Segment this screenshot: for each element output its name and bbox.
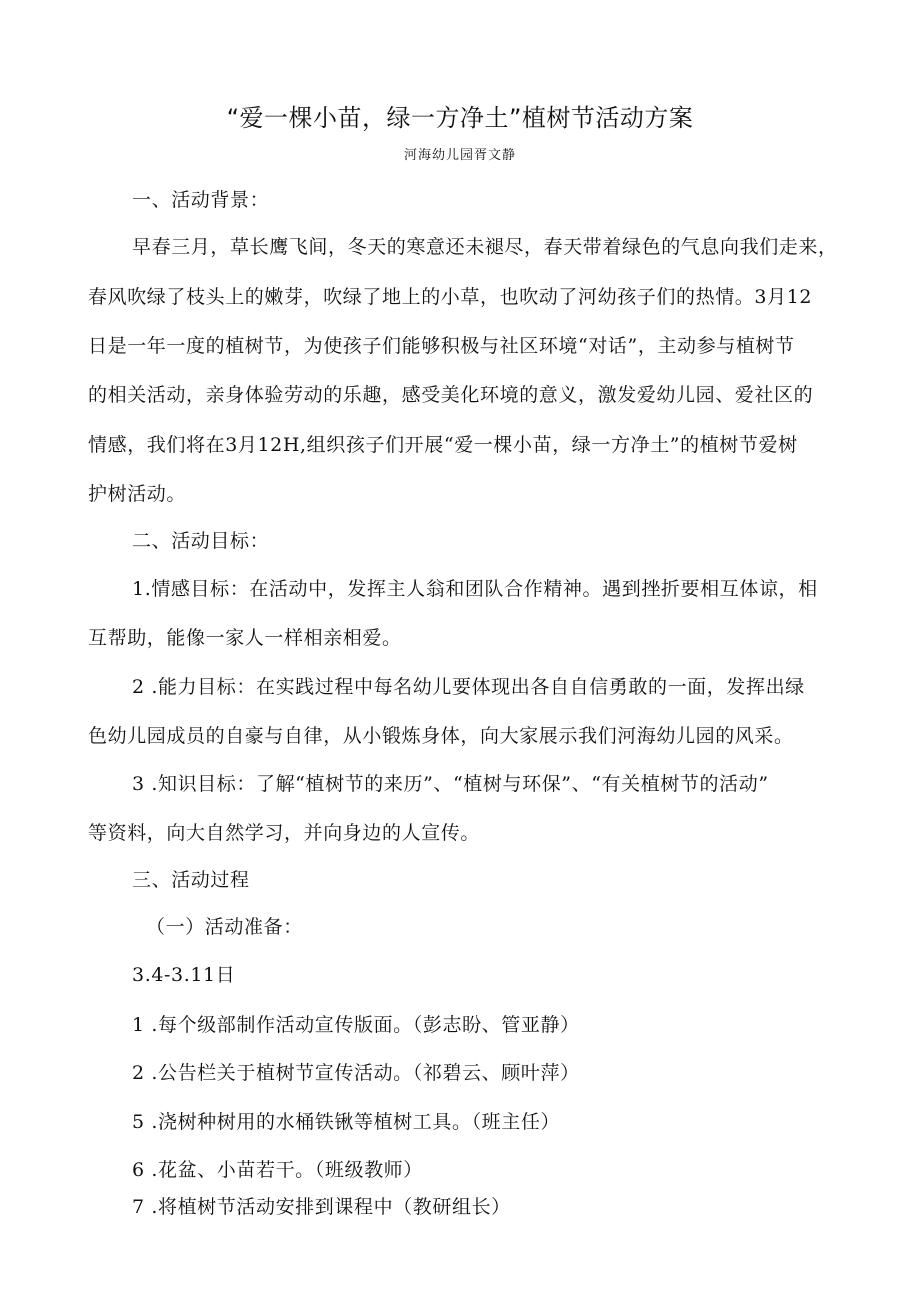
goal-emotion-line: 1.情感目标：在活动中，发挥主人翁和团队合作精神。遇到挫折要相互体谅，相 — [132, 578, 818, 600]
document-author: 河海幼儿园胥文静 — [403, 148, 516, 163]
list-item: 1 .每个级部制作活动宣传版面。（彭志盼、管亚静） — [132, 1014, 580, 1036]
preparation-date: 3.4-3.11日 — [132, 964, 236, 986]
section-heading-process: 三、活动过程 — [132, 869, 250, 891]
section-heading-background: 一、活动背景： — [132, 189, 270, 211]
list-item: 6 .花盆、小苗若干。（班级教师） — [132, 1159, 423, 1181]
paragraph-line: 早春三月，草长鹰飞间，冬天的寒意还未褪尽，春天带着绿色的气息向我们走来， — [132, 236, 838, 258]
paragraph-line: 的相关活动，亲身体验劳动的乐趣，感受美化环境的意义，激发爱幼儿园、爱社区的 — [88, 384, 814, 406]
goal-ability-line: 2 .能力目标：在实践过程中每名幼儿要体现出各自自信勇敢的一面，发挥出绿 — [132, 676, 805, 698]
goal-emotion-line: 互帮助，能像一家人一样相亲相爱。 — [88, 627, 402, 649]
paragraph-line: 情感，我们将在3月12H,组织孩子们开展“爱一棵小苗，绿一方净土”的植树节爱树 — [88, 434, 798, 456]
paragraph-line: 护树活动。 — [88, 483, 187, 505]
list-item: 2 .公告栏关于植树节宣传活动。（祁碧云、顾叶萍） — [132, 1062, 580, 1084]
paragraph-line: 春风吹绿了枝头上的嫩芽，吹绿了地上的小草，也吹动了河幼孩子们的热情。3月12 — [88, 286, 813, 308]
sub-heading-preparation: （一）活动准备： — [146, 916, 303, 938]
goal-ability-line: 色幼儿园成员的自豪与自律，从小锻炼身体，向大家展示我们河海幼儿园的风采。 — [88, 725, 794, 747]
section-heading-goals: 二、活动目标： — [132, 530, 270, 552]
list-item: 7 .将植树节活动安排到课程中（教研组长） — [132, 1196, 511, 1218]
goal-knowledge-line: 等资料，向大自然学习，并向身边的人宣传。 — [88, 822, 481, 844]
paragraph-line: 日是一年一度的植树节，为使孩子们能够积极与社区环境“对话”，主动参与植树节 — [88, 335, 795, 357]
document-title: “爱一棵小苗，绿一方净土”植树节活动方案 — [226, 104, 694, 132]
list-item: 5 .浇树种树用的水桶铁锹等植树工具。（班主任） — [132, 1111, 561, 1133]
goal-knowledge-line: 3 .知识目标：了解“植树节的来历”、“植树与环保”、“有关植树节的活动” — [132, 773, 769, 795]
